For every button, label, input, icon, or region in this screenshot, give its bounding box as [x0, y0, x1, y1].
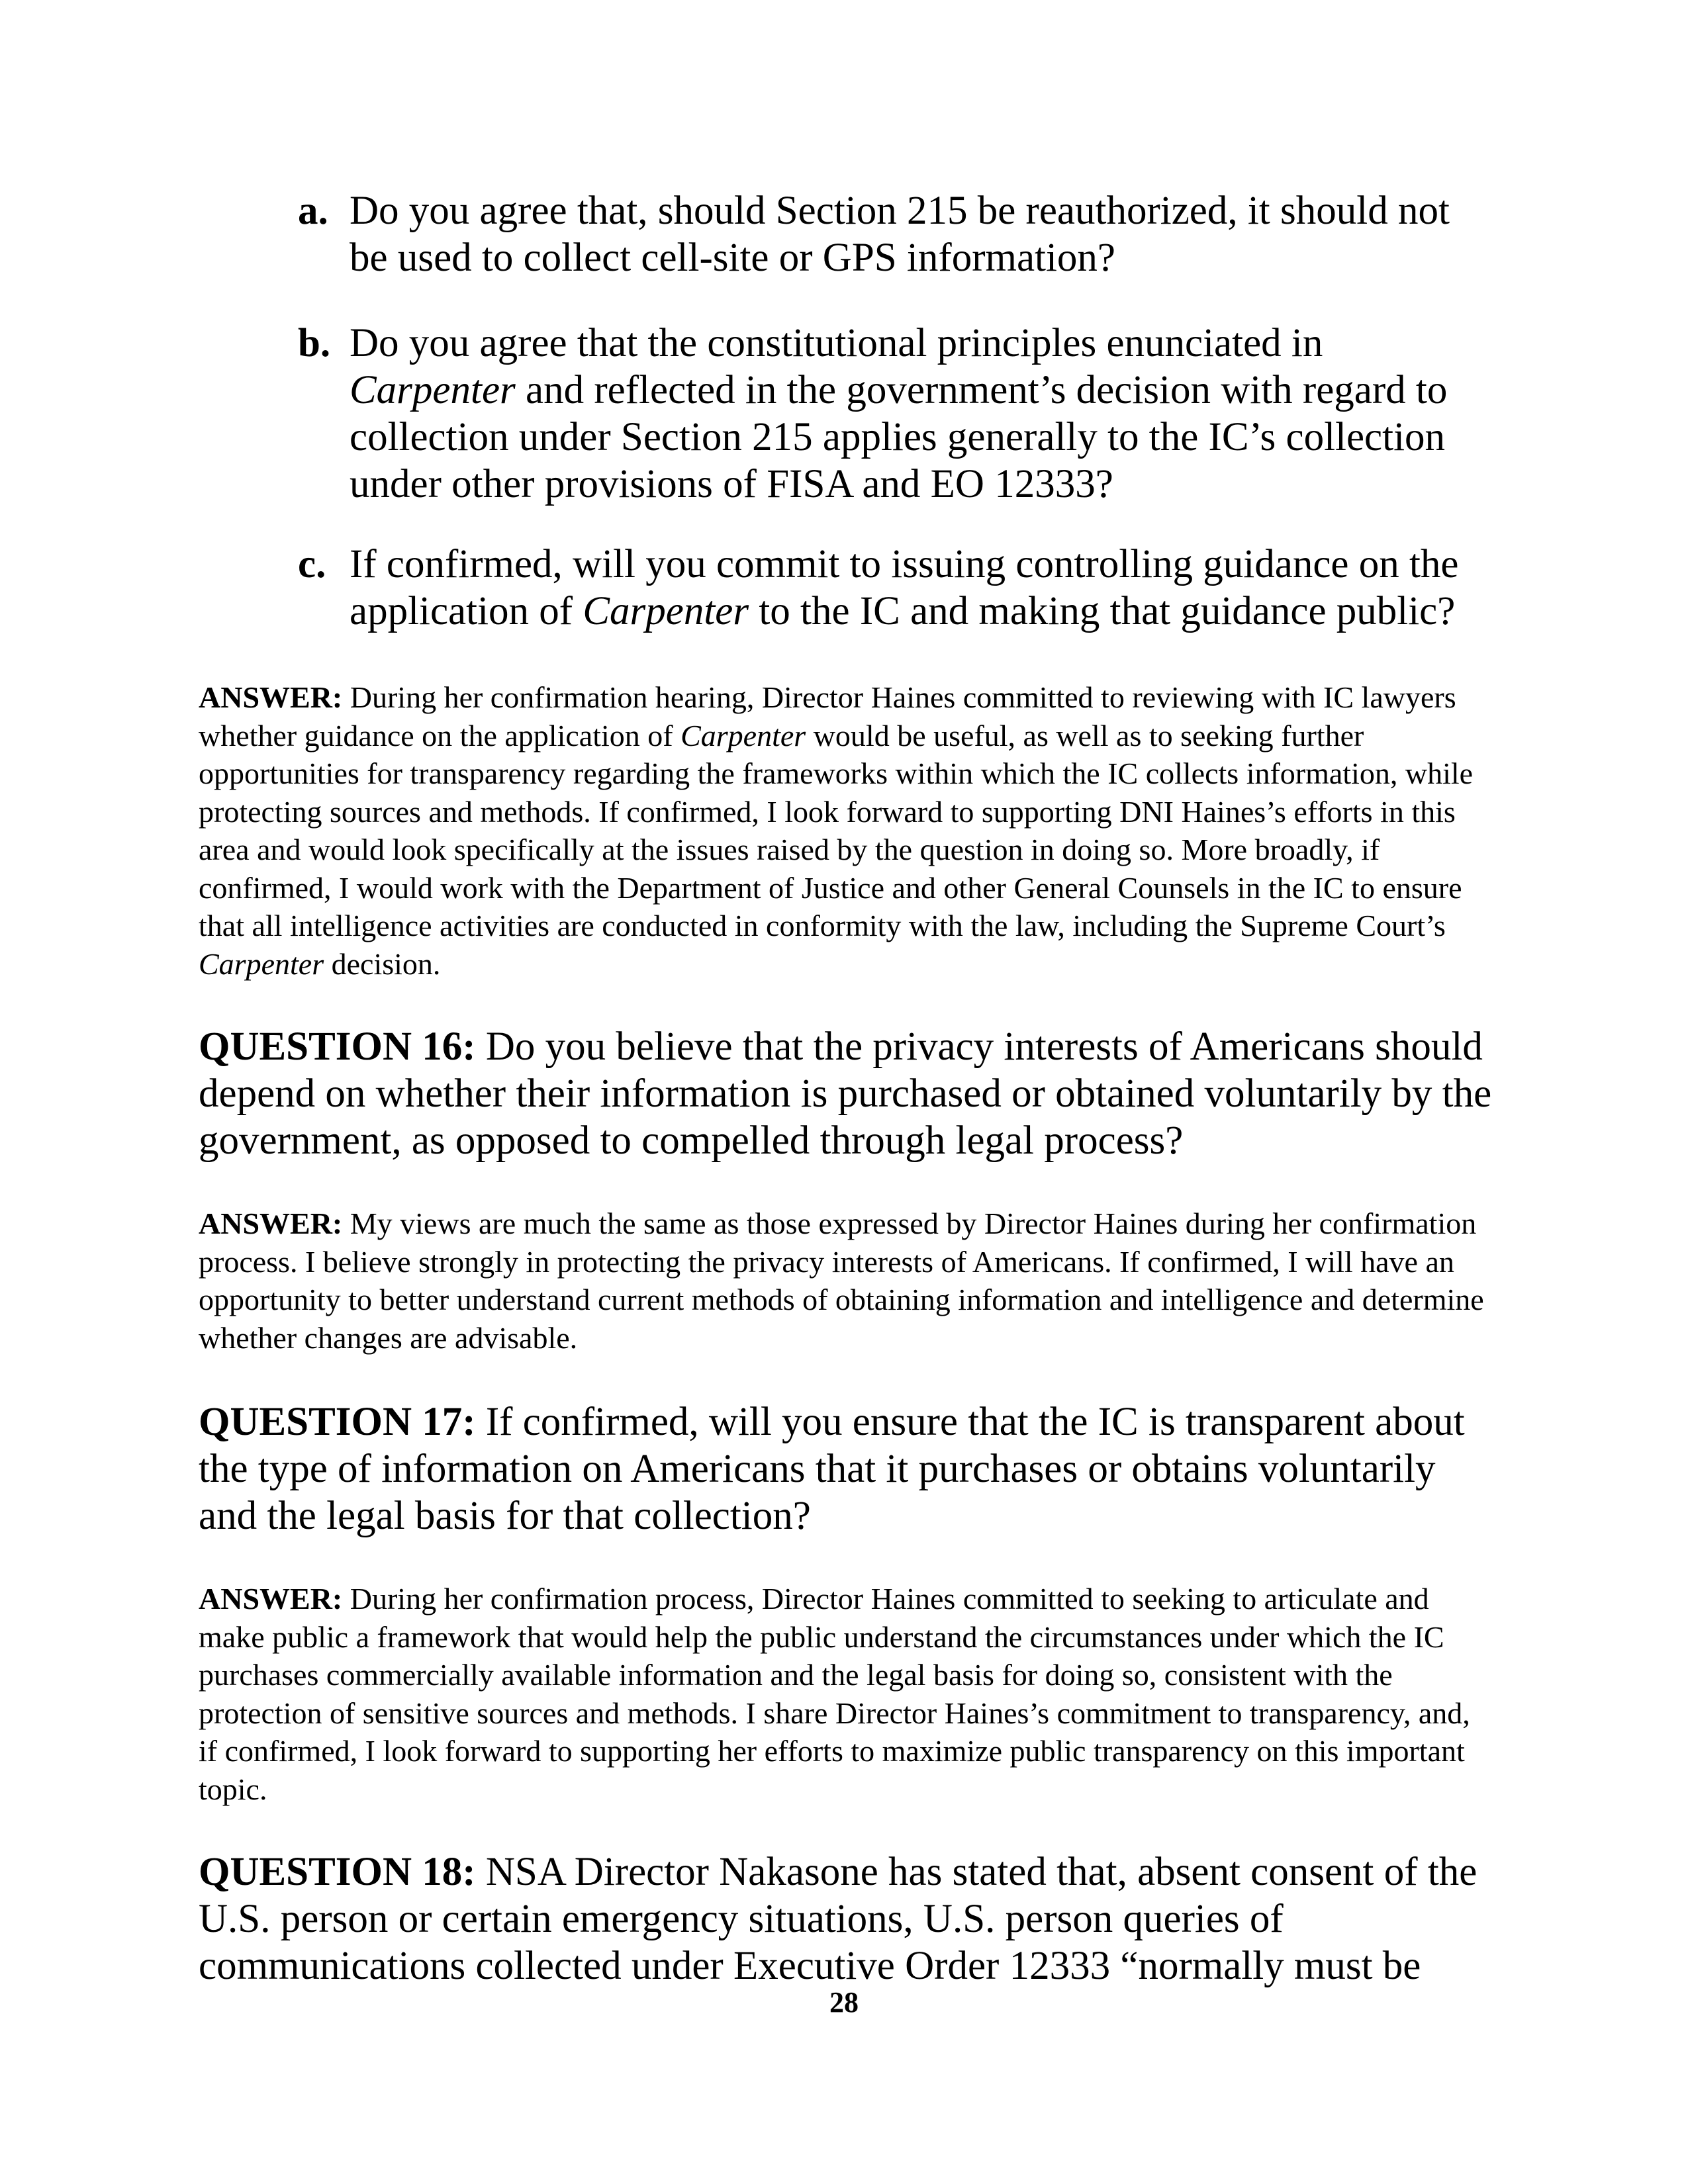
question-text: If confirmed, will you ensure that the IC is transparent about the type of information on Americans that it purchases or obtains voluntarily and the legal basis for that collection?	[199, 1400, 1465, 1538]
question-17	[199, 1398, 1496, 1539]
question-18	[199, 1848, 1496, 1989]
case-name-italic: Carpenter	[680, 718, 806, 752]
answer-label: ANSWER:	[199, 1582, 343, 1615]
answer-block-1: ANSWER: During her confirmation hearing, Director Haines committed to reviewing with IC lawyers whether guidance on the application of Carpenter would be useful, as well as to seeking further opportunities for transparency regarding the frameworks within which the IC collects information, while protecting sources and methods. If confirmed, I look forward to supporting DNI Haines’s efforts in this area and would look specifically at the issues raised by the question in doing so. More broadly, if confirmed, I would work with the Department of Justice and other General Counsels in the IC to ensure that all intelligence activities are conducted in conformity with the law, including the Supreme Court’s Carpenter decision.	[199, 680, 1474, 981]
page-number: 28	[829, 1986, 859, 2019]
sub-question-letter: a.	[298, 189, 328, 233]
answer-block-3: ANSWER: During her confirmation process, Director Haines committed to seeking to articulate and make public a framework that would help the public understand the circumstances under which the IC purchases commercially available information and the legal basis for doing so, consistent with the protection of sensitive sources and methods. I share Director Haines’s commitment to transparency, and, if confirmed, I look forward to supporting her efforts to maximize public transparency on this important topic.	[199, 1582, 1470, 1806]
question-label: QUESTION 17:	[199, 1400, 476, 1444]
question-text: Do you believe that the privacy interests of Americans should depend on whether their information is purchased or obtained voluntarily by the government, as opposed to compelled through legal process?	[199, 1024, 1492, 1163]
answer-label: ANSWER:	[199, 680, 343, 714]
sub-question-text: If confirmed, will you commit to issuing controlling guidance on the application of Carpenter to the IC and making that guidance public?	[350, 542, 1459, 633]
case-name-italic: Carpenter	[199, 946, 324, 981]
sub-question-a	[298, 187, 1489, 281]
sub-question-text: Do you agree that, should Section 215 be reauthorized, it should not be used to collect cell-site or GPS information?	[350, 189, 1450, 280]
question-text: NSA Director Nakasone has stated that, absent consent of the U.S. person or certain emergency situations, U.S. person queries of communications collected under Executive Order 12333 “normally must be	[199, 1850, 1477, 1988]
sub-question-b	[298, 320, 1489, 508]
question-label: QUESTION 16:	[199, 1024, 476, 1069]
sub-question-letter: b.	[298, 321, 331, 365]
answer-label: ANSWER:	[199, 1206, 343, 1240]
sub-question-text: Do you agree that the constitutional principles enunciated in Carpenter and reflected in the government’s decision with regard to collection under Section 215 applies generally to the IC’s collection under other provisions of FISA and EO 12333?	[350, 321, 1448, 506]
answer-block-2: ANSWER: My views are much the same as those expressed by Director Haines during her confirmation process. I believe strongly in protecting the privacy interests of Americans. If confirmed, I will have an opportunity to better understand current methods of obtaining information and intelligence and determine whether changes are advisable.	[199, 1206, 1484, 1355]
case-name-italic: Carpenter	[583, 589, 749, 633]
question-label: QUESTION 18:	[199, 1850, 476, 1894]
case-name-italic: Carpenter	[350, 368, 516, 412]
sub-question-letter: c.	[298, 542, 326, 586]
sub-question-c	[298, 541, 1489, 635]
question-16	[199, 1023, 1496, 1164]
